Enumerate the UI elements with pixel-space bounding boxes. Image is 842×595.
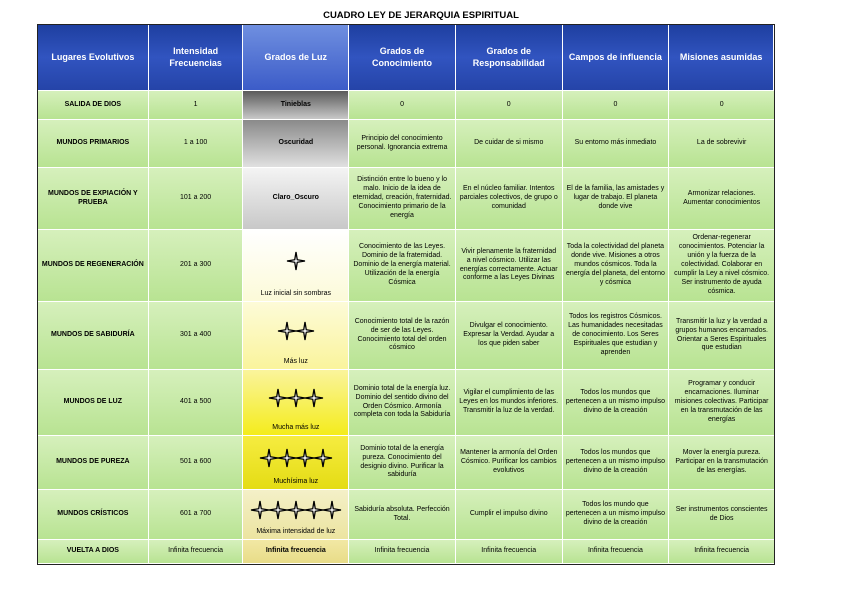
misiones-cell: Infinita frecuencia [669, 540, 774, 564]
four-point-star-icon [305, 501, 323, 519]
lugar-cell: MUNDOS CRÍSTICOS [38, 490, 149, 540]
influencia-cell: Toda la colectividad del planeta donde vive. Misiones a otros mundos cósmicos. Toda la energía del planeta, del entorno y cósmica [563, 230, 670, 302]
frecuencia-cell: Infinita frecuencia [149, 540, 244, 564]
star-icons [285, 249, 307, 273]
influencia-cell: 0 [563, 91, 670, 120]
grado-luz-label: Luz inicial sin sombras [260, 290, 332, 298]
header-lugares: Lugares Evolutivos [38, 25, 149, 91]
influencia-cell: Infinita frecuencia [563, 540, 670, 564]
frecuencia-cell: 301 a 400 [149, 302, 244, 370]
conocimiento-cell: Sabiduría absoluta. Perfección Total. [349, 490, 456, 540]
conocimiento-cell: Principio del conocimiento personal. Ignorancia extrema [349, 120, 456, 168]
grado-luz-label: Tinieblas [280, 100, 311, 108]
grado-luz-label: Mucha más luz [272, 424, 320, 432]
four-point-star-icon [323, 501, 341, 519]
table-row [38, 230, 774, 302]
conocimiento-cell: Infinita frecuencia [349, 540, 456, 564]
table-row [38, 490, 774, 540]
grado-luz-label: Infinita frecuencia [265, 547, 326, 555]
frecuencia-cell: 1 a 100 [149, 120, 244, 168]
responsabilidad-cell: Cumplir el impulso divino [456, 490, 563, 540]
misiones-cell: La de sobrevivir [669, 120, 774, 168]
header-grados-responsabilidad: Grados de Responsabilidad [456, 25, 563, 91]
lugar-cell: MUNDOS DE SABIDURÍA [38, 302, 149, 370]
frecuencia-cell: 601 a 700 [149, 490, 244, 540]
four-point-star-icon [278, 322, 296, 340]
star-icons [258, 446, 334, 470]
four-point-star-icon [260, 449, 278, 467]
lugar-cell: VUELTA A DIOS [38, 540, 149, 564]
frecuencia-cell: 101 a 200 [149, 168, 244, 230]
misiones-cell: Mover la energía pureza. Participar en la transmutación de las energías. [669, 436, 774, 490]
influencia-cell: El de la familia, las amistades y lugar de trabajo. El planeta donde vive [563, 168, 670, 230]
influencia-cell: Todos los mundo que pertenecen a un mismo impulso divino de la creación [563, 490, 670, 540]
conocimiento-cell: Conocimiento total de la razón de ser de las Leyes. Conocimiento total del orden cósmico [349, 302, 456, 370]
responsabilidad-cell: Infinita frecuencia [456, 540, 563, 564]
lugar-cell: MUNDOS DE PUREZA [38, 436, 149, 490]
misiones-cell: Ordenar-regenerar conocimientos. Potenciar la unión y la fuerza de la colectividad. Colaborar en cumplir la Ley a nivel cósmico. Ser instrumento de ayuda cósmica. [669, 230, 774, 302]
header-misiones: Misiones asumidas [669, 25, 774, 91]
responsabilidad-cell: En el núcleo familiar. Intentos parciales colectivos, de grupo o comunidad [456, 168, 563, 230]
four-point-star-icon [287, 252, 305, 270]
page-title: CUADRO LEY DE JERARQUIA ESPIRITUAL [323, 10, 519, 21]
lugar-cell: MUNDOS PRIMARIOS [38, 120, 149, 168]
four-point-star-icon [278, 449, 296, 467]
influencia-cell: Todos los mundos que pertenecen a un mismo impulso divino de la creación [563, 436, 670, 490]
four-point-star-icon [287, 501, 305, 519]
grado-luz-cell [243, 91, 349, 120]
table-row [38, 168, 774, 230]
lugar-cell: MUNDOS DE EXPIACIÓN Y PRUEBA [38, 168, 149, 230]
influencia-cell: Todos los mundos que pertenecen a un mismo impulso divino de la creación [563, 370, 670, 436]
table-row [38, 540, 774, 564]
conocimiento-cell: Dominio total de la energía pureza. Conocimiento del designio divino. Purificar la sabiduría [349, 436, 456, 490]
influencia-cell: Todos los registros Cósmicos. Las humanidades necesitadas de conocimiento. Los Seres Espirituales que estudian y aprenden [563, 302, 670, 370]
grado-luz-cell [243, 230, 349, 302]
header-campos-influencia: Campos de influencia [563, 25, 670, 91]
responsabilidad-cell: Mantener la armonía del Orden Cósmico. Purificar los cambios evolutivos [456, 436, 563, 490]
table-row [38, 436, 774, 490]
grado-luz-label: Claro_Oscuro [272, 194, 319, 202]
four-point-star-icon [269, 501, 287, 519]
four-point-star-icon [287, 389, 305, 407]
four-point-star-icon [305, 389, 323, 407]
star-icons [276, 319, 316, 343]
grado-luz-cell [243, 120, 349, 168]
four-point-star-icon [296, 322, 314, 340]
misiones-cell: Ser instrumentos conscientes de Dios [669, 490, 774, 540]
frecuencia-cell: 1 [149, 91, 244, 120]
grado-luz-cell [243, 540, 349, 564]
header-grados-conocimiento: Grados de Conocimiento [349, 25, 456, 91]
table-row [38, 120, 774, 168]
responsabilidad-cell: Vivir plenamente la fraternidad a nivel cósmico. Utilizar las energías correctamente. Actuar conforme a las Leyes Divinas [456, 230, 563, 302]
misiones-cell: Armonizar relaciones. Aumentar conocimientos [669, 168, 774, 230]
grado-luz-cell [243, 370, 349, 436]
conocimiento-cell: Conocimiento de las Leyes. Dominio de la fraternidad. Dominio de la energía material. Utilización de la energía Cósmica [349, 230, 456, 302]
four-point-star-icon [269, 389, 287, 407]
grado-luz-cell [243, 302, 349, 370]
grado-luz-label: Oscuridad [278, 139, 314, 147]
responsabilidad-cell: 0 [456, 91, 563, 120]
header-grados-luz: Grados de Luz [243, 25, 349, 91]
responsabilidad-cell: De cuidar de si mismo [456, 120, 563, 168]
grado-luz-label: Máxima intensidad de luz [256, 528, 336, 536]
conocimiento-cell: 0 [349, 91, 456, 120]
grado-luz-cell [243, 168, 349, 230]
frecuencia-cell: 201 a 300 [149, 230, 244, 302]
star-icons [249, 498, 343, 522]
table-row [38, 91, 774, 120]
misiones-cell: 0 [669, 91, 774, 120]
responsabilidad-cell: Vigilar el cumplimiento de las Leyes en los mundos inferiores. Transmitir la luz de la verdad. [456, 370, 563, 436]
grado-luz-cell [243, 436, 349, 490]
four-point-star-icon [251, 501, 269, 519]
grado-luz-label: Muchísima luz [273, 478, 319, 486]
responsabilidad-cell: Divulgar el conocimiento. Expresar la Verdad. Ayudar a los que piden saber [456, 302, 563, 370]
hierarchy-table [37, 24, 775, 565]
lugar-cell: MUNDOS DE REGENERACIÓN [38, 230, 149, 302]
grado-luz-cell [243, 490, 349, 540]
lugar-cell: SALIDA DE DIOS [38, 91, 149, 120]
table-row [38, 370, 774, 436]
table-header-row [38, 25, 774, 91]
four-point-star-icon [314, 449, 332, 467]
four-point-star-icon [296, 449, 314, 467]
frecuencia-cell: 401 a 500 [149, 370, 244, 436]
header-intensidad: Intensidad Frecuencias [149, 25, 244, 91]
conocimiento-cell: Distinción entre lo bueno y lo malo. Inicio de la idea de eternidad, creación, fraternidad. Conocimiento primario de la energía [349, 168, 456, 230]
misiones-cell: Transmitir la luz y la verdad a grupos humanos encarnados. Orientar a Seres Espirituales que estudian [669, 302, 774, 370]
star-icons [267, 386, 325, 410]
influencia-cell: Su entorno más inmediato [563, 120, 670, 168]
grado-luz-label: Más luz [283, 358, 308, 366]
conocimiento-cell: Dominio total de la energía luz. Dominio del sentido divino del Orden Cósmico. Armonía completa con toda la Sabiduría [349, 370, 456, 436]
table-row [38, 302, 774, 370]
frecuencia-cell: 501 a 600 [149, 436, 244, 490]
lugar-cell: MUNDOS DE LUZ [38, 370, 149, 436]
misiones-cell: Programar y conducir encarnaciones. Iluminar misiones colectivas. Participar en la transmutación de las energías [669, 370, 774, 436]
